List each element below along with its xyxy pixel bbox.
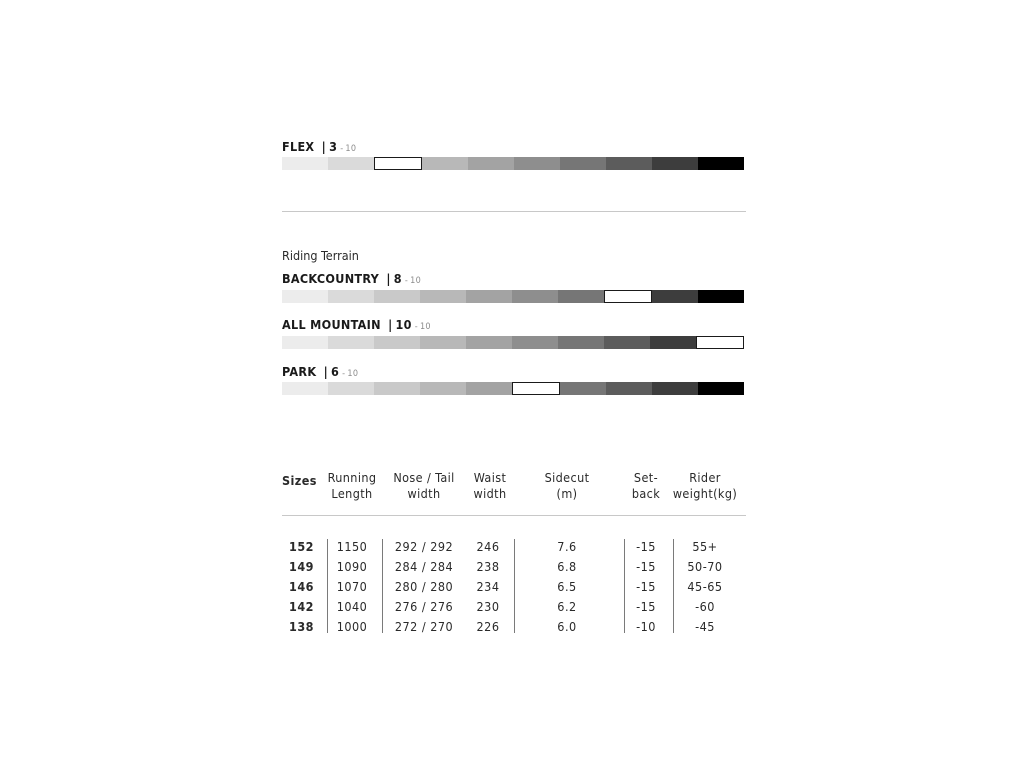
header-rider-weight	[670, 470, 740, 502]
scale-segment	[650, 336, 696, 349]
header-setback	[626, 470, 666, 502]
scale-segment	[560, 382, 606, 395]
cell-running-length: 1070	[336, 579, 368, 594]
cell-rider-weight: 55+	[692, 539, 718, 554]
scale-segment	[512, 336, 558, 349]
header-setback-line2: back	[631, 486, 661, 501]
cell-rider-weight: -45	[695, 619, 715, 634]
flex-scale-bar	[282, 157, 744, 170]
park-label: PARK	[282, 364, 317, 379]
scale-segment	[466, 290, 512, 303]
scale-segment	[328, 290, 374, 303]
scale-segment	[328, 336, 374, 349]
cell-sidecut: 6.0	[557, 619, 577, 634]
scale-segment	[374, 382, 420, 395]
cell-waist: 234	[476, 579, 500, 594]
backcountry-max: 10	[410, 276, 422, 286]
scale-segment	[374, 336, 420, 349]
header-rider-weight-line1: Rider	[689, 470, 721, 485]
scale-segment	[698, 382, 744, 395]
scale-segment	[468, 157, 514, 170]
cell-nose-tail: 272 / 270	[394, 619, 454, 634]
cell-setback: -15	[636, 539, 656, 554]
table-header	[282, 470, 746, 514]
cell-sidecut: 6.8	[557, 559, 577, 574]
cell-sidecut: 6.2	[557, 599, 577, 614]
header-waist-width	[462, 470, 518, 502]
park-max: 10	[347, 369, 359, 379]
spec-sheet	[282, 0, 746, 768]
cell-sidecut: 6.5	[557, 579, 577, 594]
flex-label: FLEX	[282, 139, 315, 154]
all-mountain-label: ALL MOUNTAIN	[282, 317, 381, 332]
cell-size: 146	[289, 579, 314, 594]
backcountry-scale-bar	[282, 290, 744, 303]
cell-waist: 246	[476, 539, 500, 554]
cell-running-length: 1150	[336, 539, 368, 554]
backcountry-label: BACKCOUNTRY	[282, 271, 380, 286]
scale-segment-selected	[374, 157, 422, 170]
spec-table	[282, 470, 746, 634]
table-header-divider	[282, 515, 746, 516]
flex-value: 3	[329, 139, 338, 154]
riding-terrain-heading: Riding Terrain	[282, 248, 359, 263]
table-row	[282, 558, 746, 578]
header-running-length	[318, 470, 386, 502]
scale-segment	[422, 157, 468, 170]
flex-max: 10	[345, 144, 357, 154]
header-sidecut-line1: Sidecut	[544, 470, 590, 485]
cell-rider-weight: 50-70	[687, 559, 723, 574]
cell-size: 149	[289, 559, 314, 574]
cell-size: 142	[289, 599, 314, 614]
table-row	[282, 618, 746, 638]
scale-segment	[512, 290, 558, 303]
all-mountain-separator: |	[388, 317, 393, 332]
scale-segment	[282, 290, 328, 303]
header-sidecut-line2: (m)	[556, 486, 578, 501]
scale-segment	[328, 157, 374, 170]
all-mountain-value: 10	[395, 317, 412, 332]
cell-setback: -15	[636, 599, 656, 614]
park-title	[282, 364, 358, 379]
header-sizes: Sizes	[282, 473, 317, 488]
scale-segment	[466, 336, 512, 349]
cell-rider-weight: 45-65	[687, 579, 723, 594]
section-divider	[282, 211, 746, 212]
flex-separator: |	[321, 139, 327, 154]
scale-segment	[698, 290, 744, 303]
scale-segment	[652, 290, 698, 303]
scale-segment	[328, 382, 374, 395]
all-mountain-scale-bar	[282, 336, 744, 349]
park-value: 6	[331, 364, 340, 379]
scale-segment	[514, 157, 560, 170]
cell-size: 152	[289, 539, 314, 554]
scale-segment	[420, 336, 466, 349]
cell-running-length: 1000	[336, 619, 368, 634]
flex-max-dash: -	[340, 144, 344, 154]
cell-running-length: 1090	[336, 559, 368, 574]
scale-segment	[282, 382, 328, 395]
cell-waist: 226	[476, 619, 500, 634]
scale-segment	[420, 290, 466, 303]
all-mountain-title	[282, 317, 431, 332]
all-mountain-max-dash: -	[414, 322, 418, 332]
backcountry-value: 8	[393, 271, 402, 286]
header-running-length-line2: Length	[331, 486, 373, 501]
scale-segment-selected	[512, 382, 560, 395]
scale-segment	[652, 382, 698, 395]
scale-segment	[652, 157, 698, 170]
scale-segment	[558, 336, 604, 349]
table-row	[282, 578, 746, 598]
flex-title	[282, 139, 356, 154]
all-mountain-max: 10	[419, 322, 431, 332]
scale-segment	[282, 157, 328, 170]
scale-segment	[606, 382, 652, 395]
park-scale-bar	[282, 382, 744, 395]
park-separator: |	[323, 364, 329, 379]
backcountry-title	[282, 271, 421, 286]
cell-running-length: 1040	[336, 599, 368, 614]
backcountry-max-dash: -	[404, 276, 409, 286]
scale-segment	[698, 157, 744, 170]
table-row	[282, 598, 746, 618]
scale-segment	[282, 336, 328, 349]
scale-segment	[558, 290, 604, 303]
cell-rider-weight: -60	[695, 599, 715, 614]
header-rider-weight-line2: weight(kg)	[672, 486, 738, 501]
scale-segment	[466, 382, 512, 395]
scale-segment	[420, 382, 466, 395]
header-setback-line1: Set-	[633, 470, 659, 485]
scale-segment-selected	[604, 290, 652, 303]
cell-nose-tail: 280 / 280	[394, 579, 454, 594]
backcountry-separator: |	[386, 271, 391, 286]
header-sidecut	[527, 470, 607, 502]
header-waist-line2: width	[473, 486, 507, 501]
cell-nose-tail: 292 / 292	[394, 539, 454, 554]
scale-segment-selected	[696, 336, 744, 349]
header-waist-line1: Waist	[473, 470, 507, 485]
cell-waist: 230	[476, 599, 500, 614]
cell-size: 138	[289, 619, 314, 634]
cell-setback: -15	[636, 559, 656, 574]
header-nose-tail-line2: width	[407, 486, 441, 501]
cell-nose-tail: 276 / 276	[394, 599, 454, 614]
park-max-dash: -	[342, 369, 346, 379]
scale-segment	[560, 157, 606, 170]
scale-segment	[604, 336, 650, 349]
scale-segment	[374, 290, 420, 303]
table-body	[282, 538, 746, 638]
header-nose-tail-width	[386, 470, 462, 502]
cell-nose-tail: 284 / 284	[394, 559, 454, 574]
header-running-length-line1: Running	[327, 470, 377, 485]
cell-setback: -10	[636, 619, 656, 634]
table-row	[282, 538, 746, 558]
cell-sidecut: 7.6	[557, 539, 577, 554]
cell-waist: 238	[476, 559, 500, 574]
cell-setback: -15	[636, 579, 656, 594]
header-nose-tail-line1: Nose / Tail	[393, 470, 455, 485]
scale-segment	[606, 157, 652, 170]
